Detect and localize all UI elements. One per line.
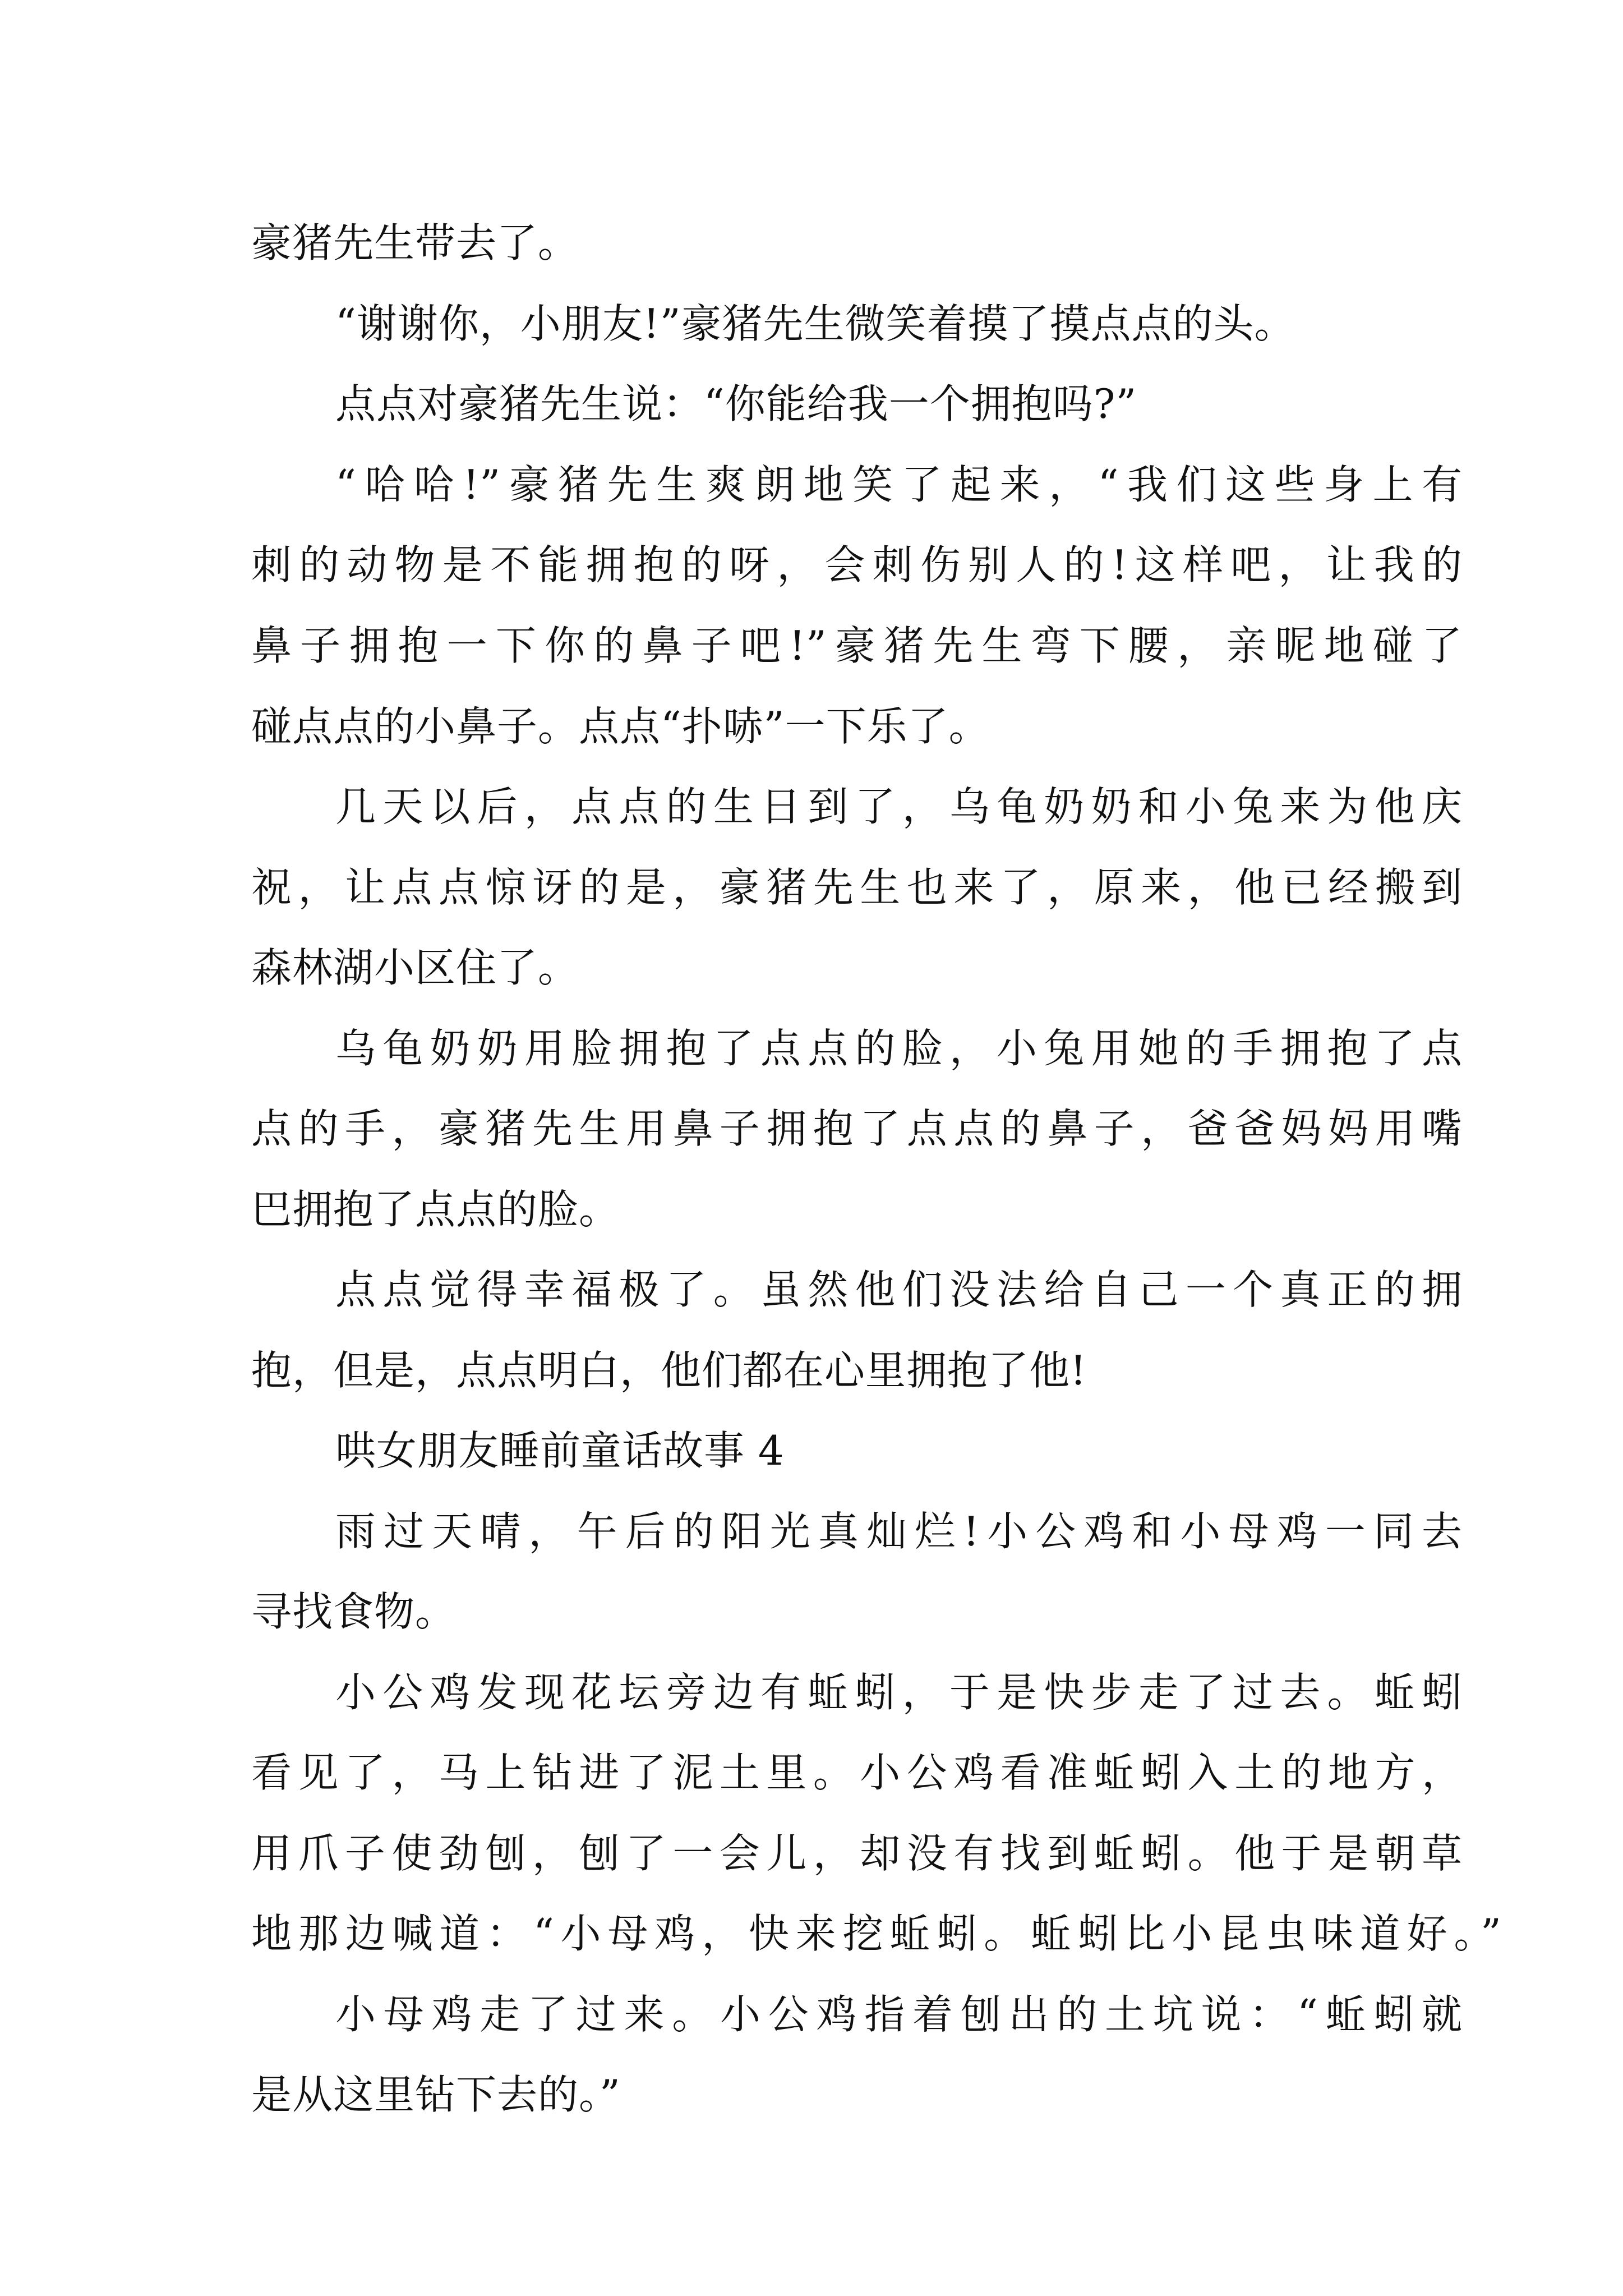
text-line: 小公鸡发现花坛旁边有蚯蚓，于是快步走了过去。蚯蚓 <box>335 1669 1463 1716</box>
text-line: 点的手，豪猪先生用鼻子拥抱了点点的鼻子，爸爸妈妈用嘴 <box>251 1105 1463 1152</box>
text-line: 小母鸡走了过来。小公鸡指着刨出的土坑说：“蚯蚓就 <box>335 1991 1463 2038</box>
text-line: 祝，让点点惊讶的是，豪猪先生也来了，原来，他已经搬到 <box>251 864 1463 911</box>
text-line: 抱，但是，点点明白，他们都在心里拥抱了他! <box>251 1347 1087 1394</box>
text-line: 巴拥抱了点点的脸。 <box>251 1186 620 1233</box>
text-line: 鼻子拥抱一下你的鼻子吧!”豪猪先生弯下腰，亲昵地碰了 <box>251 622 1463 669</box>
text-line: 雨过天晴，午后的阳光真灿烂!小公鸡和小母鸡一同去 <box>335 1508 1463 1555</box>
text-line: 森林湖小区住了。 <box>251 944 579 991</box>
text-line: 点点对豪猪先生说：“你能给我一个拥抱吗?” <box>335 380 1137 427</box>
text-line: 寻找食物。 <box>251 1588 457 1635</box>
text-line: 地那边喊道：“小母鸡，快来挖蚯蚓。蚯蚓比小昆虫味道好。” <box>251 1910 1502 1957</box>
text-line: 是从这里钻下去的。” <box>251 2071 621 2118</box>
section-heading: 哄女朋友睡前童话故事 4 <box>335 1427 785 1474</box>
text-line: 几天以后，点点的生日到了，乌龟奶奶和小兔来为他庆 <box>335 783 1463 830</box>
text-line: “哈哈!”豪猪先生爽朗地笑了起来，“我们这些身上有 <box>335 461 1463 508</box>
text-line: 刺的动物是不能拥抱的呀，会刺伤别人的!这样吧，让我的 <box>251 541 1463 588</box>
text-line: “谢谢你，小朋友!”豪猪先生微笑着摸了摸点点的头。 <box>335 300 1295 347</box>
text-line: 看见了，马上钻进了泥土里。小公鸡看准蚯蚓入土的地方， <box>251 1749 1463 1796</box>
text-line: 碰点点的小鼻子。点点“扑哧”一下乐了。 <box>251 703 990 750</box>
text-line: 点点觉得幸福极了。虽然他们没法给自己一个真正的拥 <box>335 1266 1463 1313</box>
text-line: 豪猪先生带去了。 <box>251 219 579 266</box>
text-line: 乌龟奶奶用脸拥抱了点点的脸，小兔用她的手拥抱了点 <box>335 1025 1463 1072</box>
text-line: 用爪子使劲刨，刨了一会儿，却没有找到蚯蚓。他于是朝草 <box>251 1830 1463 1877</box>
